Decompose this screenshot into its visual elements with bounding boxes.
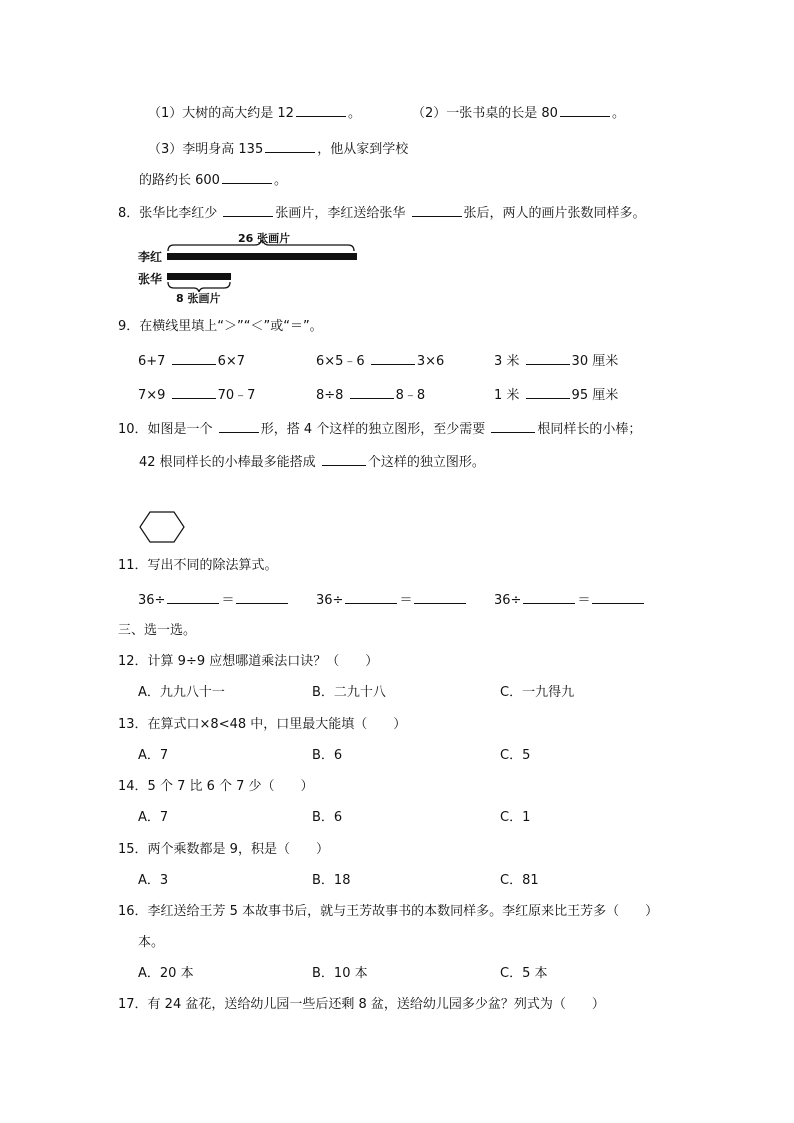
q16-option-b[interactable]: B．10 本 bbox=[312, 966, 368, 981]
q13-option-a[interactable]: A．7 bbox=[138, 748, 169, 763]
q11-expr-3: 36÷ ＝ bbox=[494, 591, 646, 610]
q7-item-4: 的路约长 600 。 bbox=[139, 173, 287, 188]
answer-blank[interactable] bbox=[412, 204, 462, 217]
q14-option-c[interactable]: C．1 bbox=[500, 810, 531, 825]
q10-stem-line-2: 42 根同样长的小棒最多能搭成 个这样的独立图形。 bbox=[139, 455, 485, 470]
figure-label-zhanghua: 张华 bbox=[138, 272, 163, 286]
q13-option-c[interactable]: C．5 bbox=[500, 748, 531, 763]
answer-blank[interactable] bbox=[219, 420, 259, 433]
q16-option-c[interactable]: C．5 本 bbox=[500, 966, 548, 981]
figure-top-note: 26 张画片 bbox=[238, 232, 291, 245]
q10-stem-line-1: 10．如图是一个 形，搭 4 个这样的独立图形，至少需要 根同样长的小棒； bbox=[118, 422, 642, 437]
q7-item-2: （2）一张书桌的长是 80 。 bbox=[412, 106, 625, 121]
answer-blank[interactable] bbox=[350, 386, 394, 399]
bottom-brace bbox=[168, 282, 230, 292]
answer-blank[interactable] bbox=[265, 140, 315, 153]
answer-blank[interactable] bbox=[526, 386, 570, 399]
q9-compare-5: 8÷8 8﹣8 bbox=[316, 388, 426, 403]
q9-compare-6: 1 米 95 厘米 bbox=[494, 388, 619, 403]
q9-stem: 9．在横线里填上“＞”“＜”或“＝”。 bbox=[118, 319, 323, 334]
q14-option-a[interactable]: A．7 bbox=[138, 810, 169, 825]
q11-expr-2: 36÷ ＝ bbox=[316, 591, 468, 610]
answer-blank[interactable] bbox=[371, 352, 415, 365]
q12-option-c[interactable]: C．一九得九 bbox=[500, 685, 575, 700]
question-16-stem-cont: 本。 bbox=[138, 935, 165, 950]
q14-option-b[interactable]: B．6 bbox=[312, 810, 343, 825]
answer-blank[interactable] bbox=[172, 352, 216, 365]
question-16-stem: 16．李红送给王芳 5 本故事书后，就与王芳故事书的本数同样多。李红原来比王芳多（ ） bbox=[118, 904, 659, 919]
q12-option-b[interactable]: B．二九十八 bbox=[312, 685, 386, 700]
answer-blank[interactable] bbox=[236, 591, 288, 604]
answer-blank[interactable] bbox=[296, 104, 346, 117]
bar-diagram bbox=[160, 240, 365, 292]
answer-blank[interactable] bbox=[222, 171, 272, 184]
q12-option-a[interactable]: A．九九八十一 bbox=[138, 685, 225, 700]
hexagon-shape bbox=[140, 512, 184, 542]
q7-item-1: （1）大树的高大约是 12 。 bbox=[148, 106, 361, 121]
answer-blank[interactable] bbox=[167, 591, 219, 604]
question-17-stem: 17．有 24 盆花，送给幼儿园一些后还剩 8 盆，送给幼儿园多少盆？列式为（ ） bbox=[118, 997, 605, 1012]
answer-blank[interactable] bbox=[491, 420, 535, 433]
top-brace bbox=[168, 240, 354, 251]
answer-blank[interactable] bbox=[223, 204, 273, 217]
figure-bottom-note: 8 张画片 bbox=[176, 292, 221, 305]
q11-stem: 11．写出不同的除法算式。 bbox=[118, 558, 278, 573]
answer-blank[interactable] bbox=[414, 591, 466, 604]
q7-item-3: （3）李明身高 135 ，他从家到学校 bbox=[148, 142, 409, 157]
q9-compare-3: 3 米 30 厘米 bbox=[494, 354, 619, 369]
q11-expr-1: 36÷ ＝ bbox=[138, 591, 290, 610]
q9-compare-4: 7×9 70﹣7 bbox=[138, 388, 256, 403]
section-heading: 三、选一选。 bbox=[118, 623, 197, 638]
question-14-stem: 14．5 个 7 比 6 个 7 少（ ） bbox=[118, 779, 314, 794]
q13-option-b[interactable]: B．6 bbox=[312, 748, 343, 763]
q9-compare-2: 6×5﹣6 3×6 bbox=[316, 354, 445, 369]
q15-option-b[interactable]: B．18 bbox=[312, 873, 351, 888]
answer-blank[interactable] bbox=[523, 591, 575, 604]
q15-option-c[interactable]: C．81 bbox=[500, 873, 539, 888]
question-15-stem: 15．两个乘数都是 9，积是（ ） bbox=[118, 842, 329, 857]
answer-blank[interactable] bbox=[322, 453, 366, 466]
lihong-bar bbox=[167, 253, 357, 260]
q9-compare-1: 6+7 6×7 bbox=[138, 354, 246, 369]
answer-blank[interactable] bbox=[526, 352, 570, 365]
hexagon-figure bbox=[138, 510, 186, 544]
zhanghua-bar bbox=[167, 273, 231, 280]
question-12-stem: 12．计算 9÷9 应想哪道乘法口诀？（ ） bbox=[118, 654, 379, 669]
answer-blank[interactable] bbox=[560, 104, 610, 117]
question-13-stem: 13．在算式口×8<48 中，口里最大能填（ ） bbox=[118, 717, 407, 732]
q15-option-a[interactable]: A．3 bbox=[138, 873, 169, 888]
answer-blank[interactable] bbox=[345, 591, 397, 604]
answer-blank[interactable] bbox=[592, 591, 644, 604]
q8-stem: 8．张华比李红少 张画片，李红送给张华 张后，两人的画片张数同样多。 bbox=[118, 206, 646, 221]
figure-label-lihong: 李红 bbox=[138, 250, 163, 264]
answer-blank[interactable] bbox=[172, 386, 216, 399]
q16-option-a[interactable]: A．20 本 bbox=[138, 966, 194, 981]
